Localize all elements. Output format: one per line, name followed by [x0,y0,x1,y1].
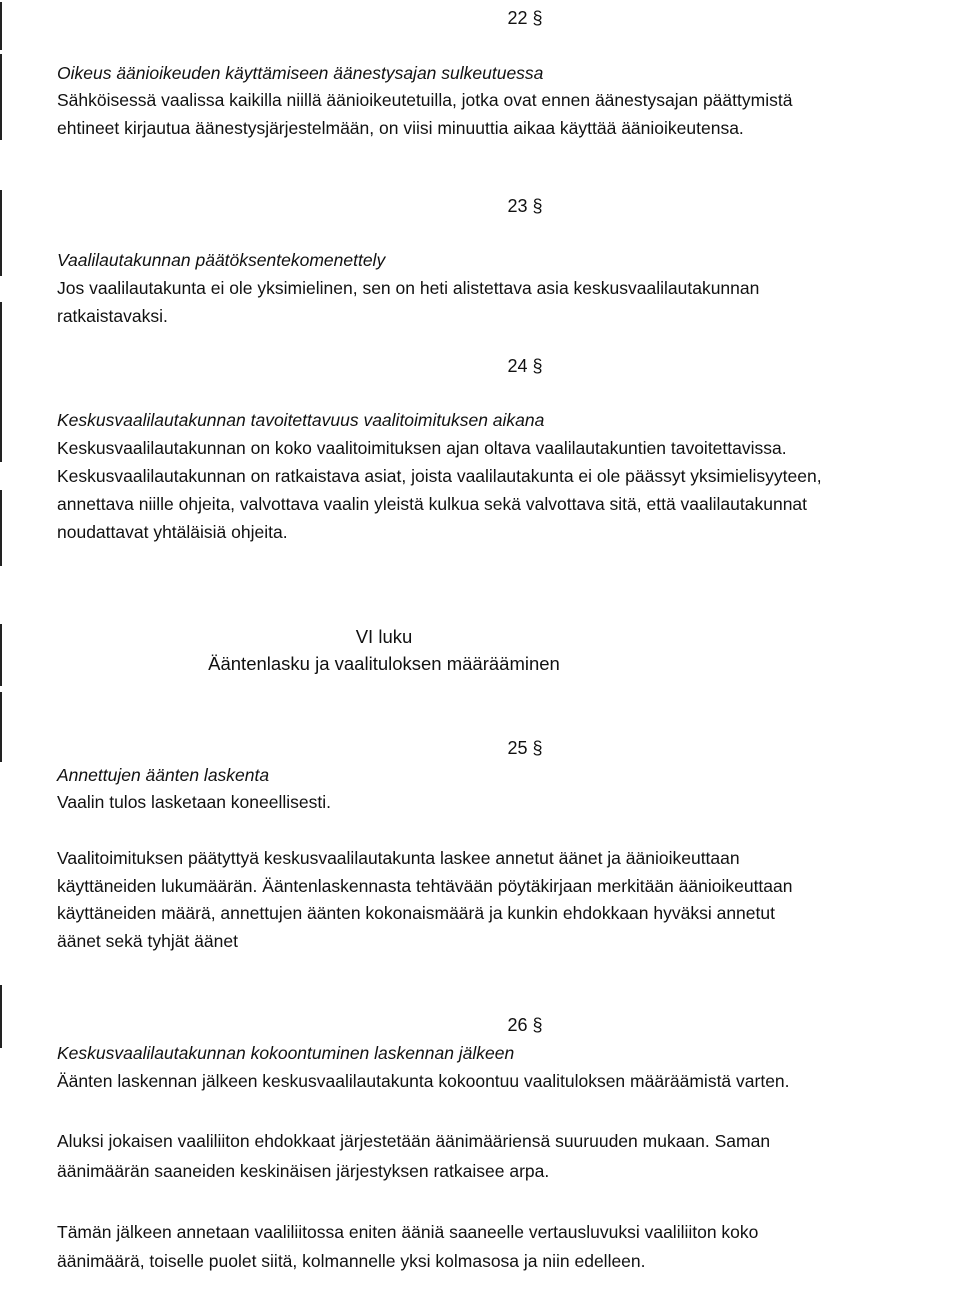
body-text-line: Jos vaalilautakunta ei ole yksimielinen, sen on heti alistettava asia keskusvaalilautakunnan [57,278,760,298]
body-text-line: äänimäärän saaneiden keskinäisen järjestyksen ratkaisee arpa. [57,1161,550,1181]
section-number: 25 § [507,738,543,758]
section-heading: Keskusvaalilautakunnan kokoontuminen laskennan jälkeen [57,1043,515,1063]
body-text-line: Vaalitoimituksen päätyttyä keskusvaalilautakunta laskee annetut äänet ja äänioikeuttaan [57,848,740,868]
body-text-line: Äänten laskennan jälkeen keskusvaalilautakunta kokoontuu vaalituloksen määräämistä varten. [57,1071,790,1091]
change-bar [0,54,2,140]
body-text-line: käyttäneiden määrä, annettujen äänten kokonaismäärä ja kunkin ehdokkaan hyväksi annetut [57,903,775,923]
body-text-line: ratkaistavaksi. [57,306,168,326]
section-number: 24 § [507,356,543,376]
body-text-line: käyttäneiden lukumäärän. Ääntenlaskennasta tehtävään pöytäkirjaan merkitään äänioikeuttaan [57,876,793,896]
section-heading: Vaalilautakunnan päätöksentekomenettely [57,250,386,270]
section-heading: Keskusvaalilautakunnan tavoitettavuus vaalitoimituksen aikana [57,410,545,430]
change-bar [0,490,2,566]
body-text-line: Aluksi jokaisen vaaliliiton ehdokkaat järjestetään äänimääriensä suuruuden mukaan. Saman [57,1131,771,1151]
body-text-line: Sähköisessä vaalissa kaikilla niillä äänioikeutetuilla, jotka ovat ennen äänestysajan päättymistä [57,90,793,110]
section-heading: Oikeus äänioikeuden käyttämiseen äänestysajan sulkeutuessa [57,63,544,83]
body-text-line: Keskusvaalilautakunnan on koko vaalitoimituksen ajan oltava vaalilautakuntien tavoitettavissa. [57,438,787,458]
body-text-line: Tämän jälkeen annetaan vaaliliitossa eniten ääniä saaneelle vertausluvuksi vaaliliiton koko [57,1222,759,1242]
body-text-line: ehtineet kirjautua äänestysjärjestelmään, on viisi minuuttia aikaa käyttää äänioikeutensa. [57,118,744,138]
chapter-label: VI luku [355,626,413,647]
section-number: 26 § [507,1015,543,1035]
body-text-line: annettava niille ohjeita, valvottava vaalin yleistä kulkua sekä valvottava sitä, että vaalilautakunnat [57,494,808,514]
section-number: 22 § [507,8,543,28]
body-text-line: Vaalin tulos lasketaan koneellisesti. [57,792,332,812]
change-bar [0,402,2,462]
section-number: 23 § [507,196,543,216]
body-text-line: äänimäärä, toiselle puolet siitä, kolmannelle yksi kolmasosa ja niin edelleen. [57,1251,646,1271]
change-bar [0,302,2,402]
chapter-title: Ääntenlasku ja vaalituloksen määrääminen [208,653,560,674]
body-text-line: Keskusvaalilautakunnan on ratkaistava asiat, joista vaalilautakunta ei ole päässyt yksimielisyyteen, [57,466,822,486]
body-text-line: noudattavat yhtäläisiä ohjeita. [57,522,288,542]
section-heading: Annettujen äänten laskenta [57,765,270,785]
body-text-line: äänet sekä tyhjät äänet [57,931,238,951]
